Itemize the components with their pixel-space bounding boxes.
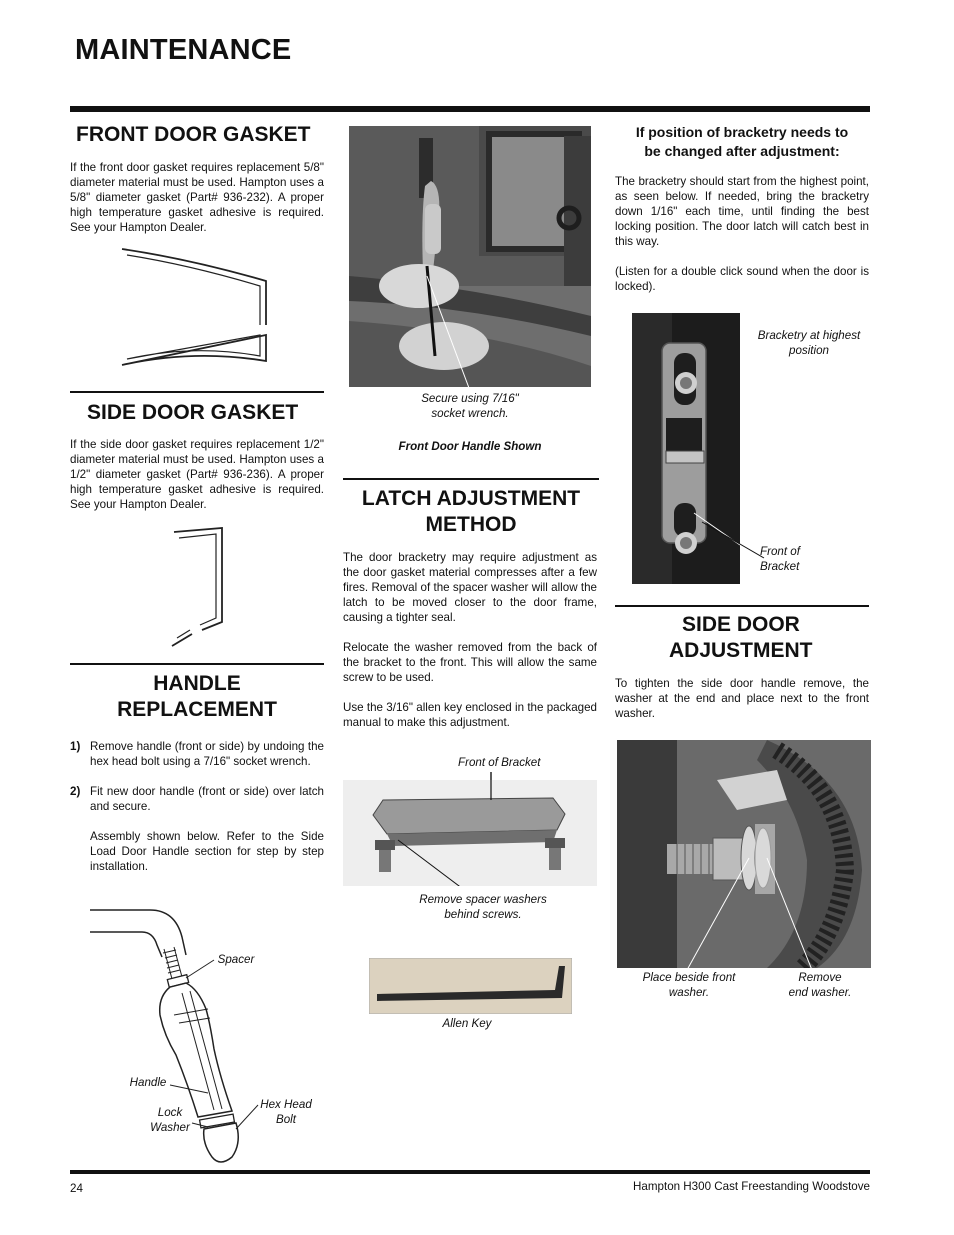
bracket-leader-line (700, 520, 766, 560)
list-item (70, 784, 324, 814)
remove-end-washer-caption (778, 970, 862, 1000)
bottom-rule (70, 1170, 870, 1174)
label-line: Front of (760, 545, 800, 558)
front-gasket-diagram (110, 243, 270, 371)
rule-side-door-adjustment (615, 605, 869, 607)
label-line: Washer (150, 1121, 190, 1134)
side-door-gasket-text: If the side door gasket requires replacement 1/2" diameter material must be used. Hampton uses a 1/2" diameter gasket (Part# 936-236). A proper high temperature gasket adhesive is required. See your Hampton Dealer. (70, 438, 324, 511)
label-line: Lock (157, 1106, 183, 1119)
label-handle: Handle (129, 1076, 167, 1089)
bracketry-highest-label (746, 328, 872, 358)
front-door-handle-caption: Front Door Handle Shown (398, 440, 542, 453)
rule-handle-replacement (70, 663, 324, 665)
front-door-gasket-heading: FRONT DOOR GASKET (76, 123, 311, 146)
footer-text: Hampton H300 Cast Freestanding Woodstove (633, 1180, 870, 1193)
side-gasket-diagram (160, 524, 230, 654)
subhead-line: If position of bracketry needs to (635, 124, 849, 140)
heading-line: METHOD (425, 513, 517, 536)
caption-line: Secure using 7/16" (421, 392, 519, 405)
handle-assembly-diagram (90, 905, 320, 1167)
place-beside-caption (630, 970, 748, 1000)
handle-steps (70, 739, 324, 889)
top-rule (70, 106, 870, 112)
handle-replacement-heading (70, 671, 324, 723)
paragraph: (Listen for a double click sound when the door is locked). (615, 265, 869, 293)
caption-line: Remove spacer washers (419, 893, 547, 906)
step-text: Remove handle (front or side) by undoing the hex head bolt using a 7/16" socket wrench. (90, 740, 324, 768)
paragraph: The bracketry should start from the highest point, as seen below. If needed, bring the bracketry down 1/16" each time, until finding the best locking position. The door latch will catch best in this way. (615, 175, 869, 248)
caption-line: washer. (668, 986, 710, 999)
list-item (70, 739, 324, 769)
step-number: 1) (70, 740, 81, 753)
side-door-photo (617, 740, 871, 968)
side-door-adjustment-text: To tighten the side door handle remove, the washer at the end and place next to the front washer. (615, 677, 869, 720)
label-hex-head-bolt (250, 1097, 322, 1127)
remove-spacer-caption (343, 892, 623, 922)
rule-latch-adjustment (343, 478, 599, 480)
label-lock-washer (142, 1105, 198, 1135)
subhead-line: be changed after adjustment: (644, 143, 840, 159)
caption-line: end washer. (788, 986, 852, 999)
socket-wrench-caption (349, 391, 591, 421)
page-title: MAINTENANCE (75, 34, 292, 66)
heading-line: LATCH ADJUSTMENT (361, 487, 581, 510)
step-number: 2) (70, 785, 81, 798)
label-spacer: Spacer (217, 953, 255, 966)
bracketry-text (615, 174, 869, 309)
paragraph: Relocate the washer removed from the back of the bracket to the front. This will allow the same screw to be used. (343, 641, 597, 684)
front-of-bracket-label (760, 544, 816, 574)
page-number: 24 (70, 1182, 83, 1195)
caption-line: behind screws. (444, 908, 522, 921)
label-line: Bracketry at highest (757, 329, 861, 342)
label-line: Hex Head (260, 1098, 312, 1111)
caption-line: socket wrench. (431, 407, 509, 420)
step-text: Fit new door handle (front or side) over latch and secure. (90, 785, 324, 813)
side-door-adjustment-heading (615, 612, 869, 664)
heading-line: SIDE DOOR (682, 613, 800, 636)
caption-line: Remove (798, 971, 842, 984)
latch-adjustment-heading (343, 486, 599, 538)
heading-line: ADJUSTMENT (669, 639, 813, 662)
latch-adjustment-text (343, 550, 597, 745)
front-door-handle-photo (349, 126, 591, 387)
paragraph: Use the 3/16" allen key enclosed in the packaged manual to make this adjustment. (343, 701, 597, 729)
label-line: position (789, 344, 829, 357)
label-line: Bolt (276, 1113, 296, 1126)
side-door-gasket-heading: SIDE DOOR GASKET (87, 401, 299, 424)
allen-key-photo (369, 958, 572, 1014)
allen-key-caption: Allen Key (442, 1017, 492, 1030)
rule-side-door-gasket (70, 391, 324, 393)
front-of-bracket-caption: Front of Bracket (458, 756, 541, 769)
heading-line: HANDLE (153, 672, 241, 695)
paragraph: The door bracketry may require adjustment as the door gasket material compresses after a few fires. Removal of the spacer washer will allow the latch to be moved closer to the door frame, causing a tighter seal. (343, 551, 597, 624)
bracketry-subhead (615, 123, 869, 161)
front-door-gasket-text: If the front door gasket requires replacement 5/8" diameter material must be used. Hampton uses a 5/8" diameter gasket (Part# 936-232). A proper high temperature gasket adhesive is required. See your Hampton Dealer. (70, 161, 324, 234)
assembly-note: Assembly shown below. Refer to the Side Load Door Handle section for step by step installation. (90, 830, 324, 873)
label-line: Bracket (760, 560, 800, 573)
heading-line: REPLACEMENT (117, 698, 277, 721)
bracket-photo (343, 770, 597, 886)
caption-line: Place beside front (642, 971, 736, 984)
